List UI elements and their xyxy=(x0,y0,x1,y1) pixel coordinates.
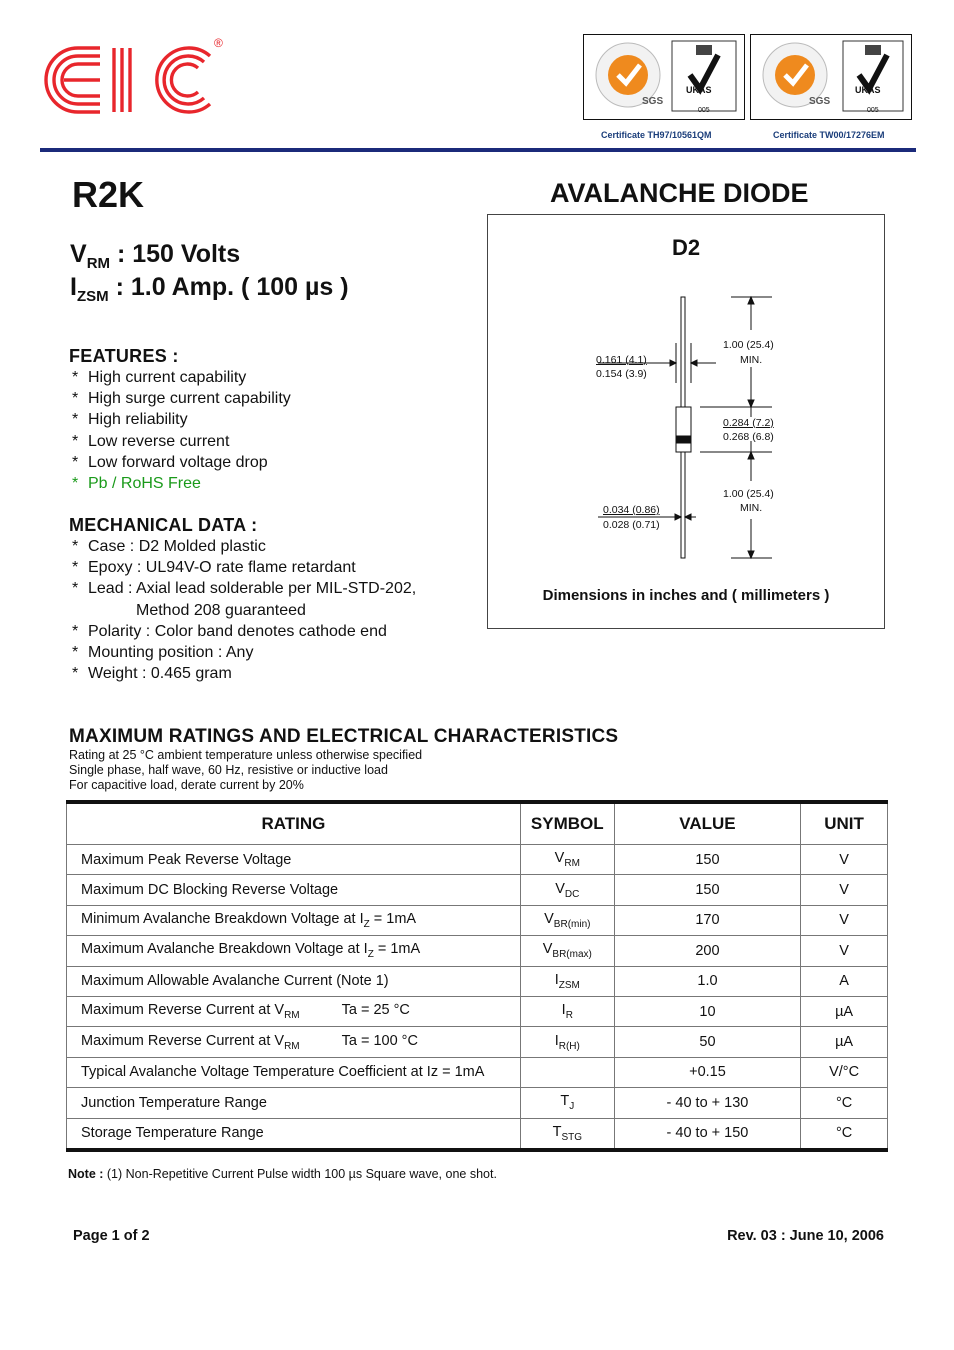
value-cell: 170 xyxy=(614,905,800,935)
header-unit: UNIT xyxy=(801,802,888,845)
ukas-name: UKAS xyxy=(686,85,712,95)
table-row xyxy=(67,845,888,875)
mechanical-title: MECHANICAL DATA : xyxy=(69,515,258,535)
unit-cell: µA xyxy=(801,1027,888,1057)
sgs-brand: SGS xyxy=(642,96,664,107)
list-item: * Polarity : Color band denotes cathode end xyxy=(72,622,387,640)
rating-cell: Maximum Avalanche Breakdown Voltage at $I_Z = 1mA$ xyxy=(67,936,521,966)
dim-lead-length-top: 1.00 (25.4) xyxy=(723,339,774,351)
cert-badge-quality xyxy=(583,34,745,120)
table-row xyxy=(67,966,888,996)
table-row xyxy=(67,1057,888,1087)
symbol-cell: $V_{RM}$ xyxy=(520,845,614,875)
rating-cell: Maximum Reverse Current at $V_{RM}$ Ta = 25 °C xyxy=(67,996,521,1026)
part-number: R2K xyxy=(72,174,145,215)
ukas-number: 005 xyxy=(698,107,710,114)
symbol-cell xyxy=(520,1057,614,1087)
symbol-cell: $I_{ZSM}$ xyxy=(520,966,614,996)
list-item: Method 208 guaranteed xyxy=(136,601,306,619)
list-item: * High reliability xyxy=(72,411,188,429)
unit-cell: V xyxy=(801,845,888,875)
header-symbol: SYMBOL xyxy=(520,802,614,845)
table-row xyxy=(67,936,888,966)
value-cell: - 40 to + 130 xyxy=(614,1088,800,1118)
ratings-title: MAXIMUM RATINGS AND ELECTRICAL CHARACTERISTICS xyxy=(69,726,619,747)
diode-outline-drawing xyxy=(488,215,884,628)
symbol-cell: $V_{DC}$ xyxy=(520,875,614,905)
table-row xyxy=(67,875,888,905)
condition-line: Single phase, half wave, 60 Hz, resistive or inductive load xyxy=(69,763,388,777)
list-item: * High surge current capability xyxy=(72,390,291,408)
unit-cell: µA xyxy=(801,996,888,1026)
dim-lead-diameter-min: 0.028 (0.71) xyxy=(603,519,660,531)
features-list xyxy=(72,367,291,494)
condition-line: For capacitive load, derate current by 20% xyxy=(69,778,304,792)
symbol-cell: $I_R$ xyxy=(520,996,614,1026)
symbol-cell: $I_{R(H)}$ xyxy=(520,1027,614,1057)
unit-cell: V xyxy=(801,936,888,966)
sgs-ukas-seal-icon xyxy=(751,35,911,119)
vrm-spec: $V_{RM}$ : 150 Volts xyxy=(70,240,241,272)
value-cell: 1.0 xyxy=(614,966,800,996)
list-item: * Low reverse current xyxy=(72,432,230,450)
certificate-label-quality: Certificate TH97/10561QM xyxy=(601,130,712,140)
list-item: * Epoxy : UL94V-O rate flame retardant xyxy=(72,559,356,577)
izsm-spec: $I_{ZSM}$ : 1.0 Amp. ( 100 µs ) xyxy=(70,273,349,305)
rating-cell: Maximum Peak Reverse Voltage xyxy=(67,845,521,875)
rating-cell: Storage Temperature Range xyxy=(67,1118,521,1150)
cert-badge-environmental xyxy=(750,34,912,120)
dim-body-length-min: 0.268 (6.8) xyxy=(723,431,774,443)
rating-cell: Maximum Reverse Current at $V_{RM}$ Ta = 100 °C xyxy=(67,1027,521,1057)
document-type: AVALANCHE DIODE xyxy=(550,178,809,208)
unit-cell: V/°C xyxy=(801,1057,888,1087)
rating-cell: Maximum DC Blocking Reverse Voltage xyxy=(67,875,521,905)
dim-body-length-max: 0.284 (7.2) xyxy=(723,417,774,429)
revision-date: Rev. 03 : June 10, 2006 xyxy=(727,1228,884,1244)
condition-line: Rating at 25 °C ambient temperature unless otherwise specified xyxy=(69,748,423,762)
value-cell: 200 xyxy=(614,936,800,966)
dim-lead-length-bottom: 1.00 (25.4) xyxy=(723,488,774,500)
registered-mark: ® xyxy=(214,36,223,50)
package-outline-box xyxy=(487,214,885,629)
dim-lead-length-bottom-min: MIN. xyxy=(740,502,763,514)
rating-cell: Minimum Avalanche Breakdown Voltage at $I_Z = 1mA$ xyxy=(67,905,521,935)
page-number: Page 1 of 2 xyxy=(73,1228,150,1244)
table-row xyxy=(67,1118,888,1150)
footnote: Note : (1) Non-Repetitive Current Pulse width 100 µs Square wave, one shot. xyxy=(68,1167,497,1181)
table-row xyxy=(67,1027,888,1057)
value-cell: 150 xyxy=(614,875,800,905)
mechanical-list xyxy=(72,536,416,684)
header-rule xyxy=(40,148,916,152)
value-cell: 10 xyxy=(614,996,800,1026)
list-item: * Weight : 0.465 gram xyxy=(72,665,232,683)
table-row xyxy=(67,905,888,935)
unit-cell: V xyxy=(801,905,888,935)
certificate-label-environmental: Certificate TW00/17276EM xyxy=(773,130,885,140)
package-caption: Dimensions in inches and ( millimeters ) xyxy=(542,587,830,604)
package-title: D2 xyxy=(671,235,701,260)
list-item: * Pb / RoHS Free xyxy=(72,474,201,492)
features-title: FEATURES : xyxy=(69,346,179,366)
symbol-cell: $T_{STG}$ xyxy=(520,1118,614,1150)
ukas-number: 005 xyxy=(867,107,879,114)
list-item: * Lead : Axial lead solderable per MIL-STD-202, xyxy=(72,580,417,598)
rating-cell: Maximum Allowable Avalanche Current (Note 1) xyxy=(67,966,521,996)
unit-cell: V xyxy=(801,875,888,905)
sgs-ukas-seal-icon xyxy=(584,35,744,119)
list-item: * High current capability xyxy=(72,369,247,386)
list-item: * Case : D2 Molded plastic xyxy=(72,538,266,555)
ratings-table xyxy=(66,800,888,1152)
symbol-cell: $T_J$ xyxy=(520,1088,614,1118)
dim-body-diameter-min: 0.154 (3.9) xyxy=(596,368,647,380)
unit-cell: °C xyxy=(801,1118,888,1150)
table-row xyxy=(67,996,888,1026)
sgs-brand: SGS xyxy=(809,96,831,107)
value-cell: +0.15 xyxy=(614,1057,800,1087)
value-cell: - 40 to + 150 xyxy=(614,1118,800,1150)
list-item: * Mounting position : Any xyxy=(72,643,254,661)
dim-body-diameter-max: 0.161 (4.1) xyxy=(596,354,647,366)
header-rating: RATING xyxy=(67,802,521,845)
symbol-cell: $V_{BR(min)}$ xyxy=(520,905,614,935)
dim-lead-diameter-max: 0.034 (0.86) xyxy=(603,504,660,516)
table-row xyxy=(67,1088,888,1118)
symbol-cell: $V_{BR(max)}$ xyxy=(520,936,614,966)
rating-cell: Junction Temperature Range xyxy=(67,1088,521,1118)
list-item: * Low forward voltage drop xyxy=(72,453,268,471)
rating-cell: Typical Avalanche Voltage Temperature Coefficient at Iz = 1mA xyxy=(67,1057,521,1087)
header-value: VALUE xyxy=(614,802,800,845)
ukas-name: UKAS xyxy=(855,85,881,95)
eic-logo xyxy=(40,34,240,126)
dim-lead-length-top-min: MIN. xyxy=(740,354,763,366)
value-cell: 150 xyxy=(614,845,800,875)
table-header-row xyxy=(67,802,888,845)
unit-cell: A xyxy=(801,966,888,996)
value-cell: 50 xyxy=(614,1027,800,1057)
unit-cell: °C xyxy=(801,1088,888,1118)
